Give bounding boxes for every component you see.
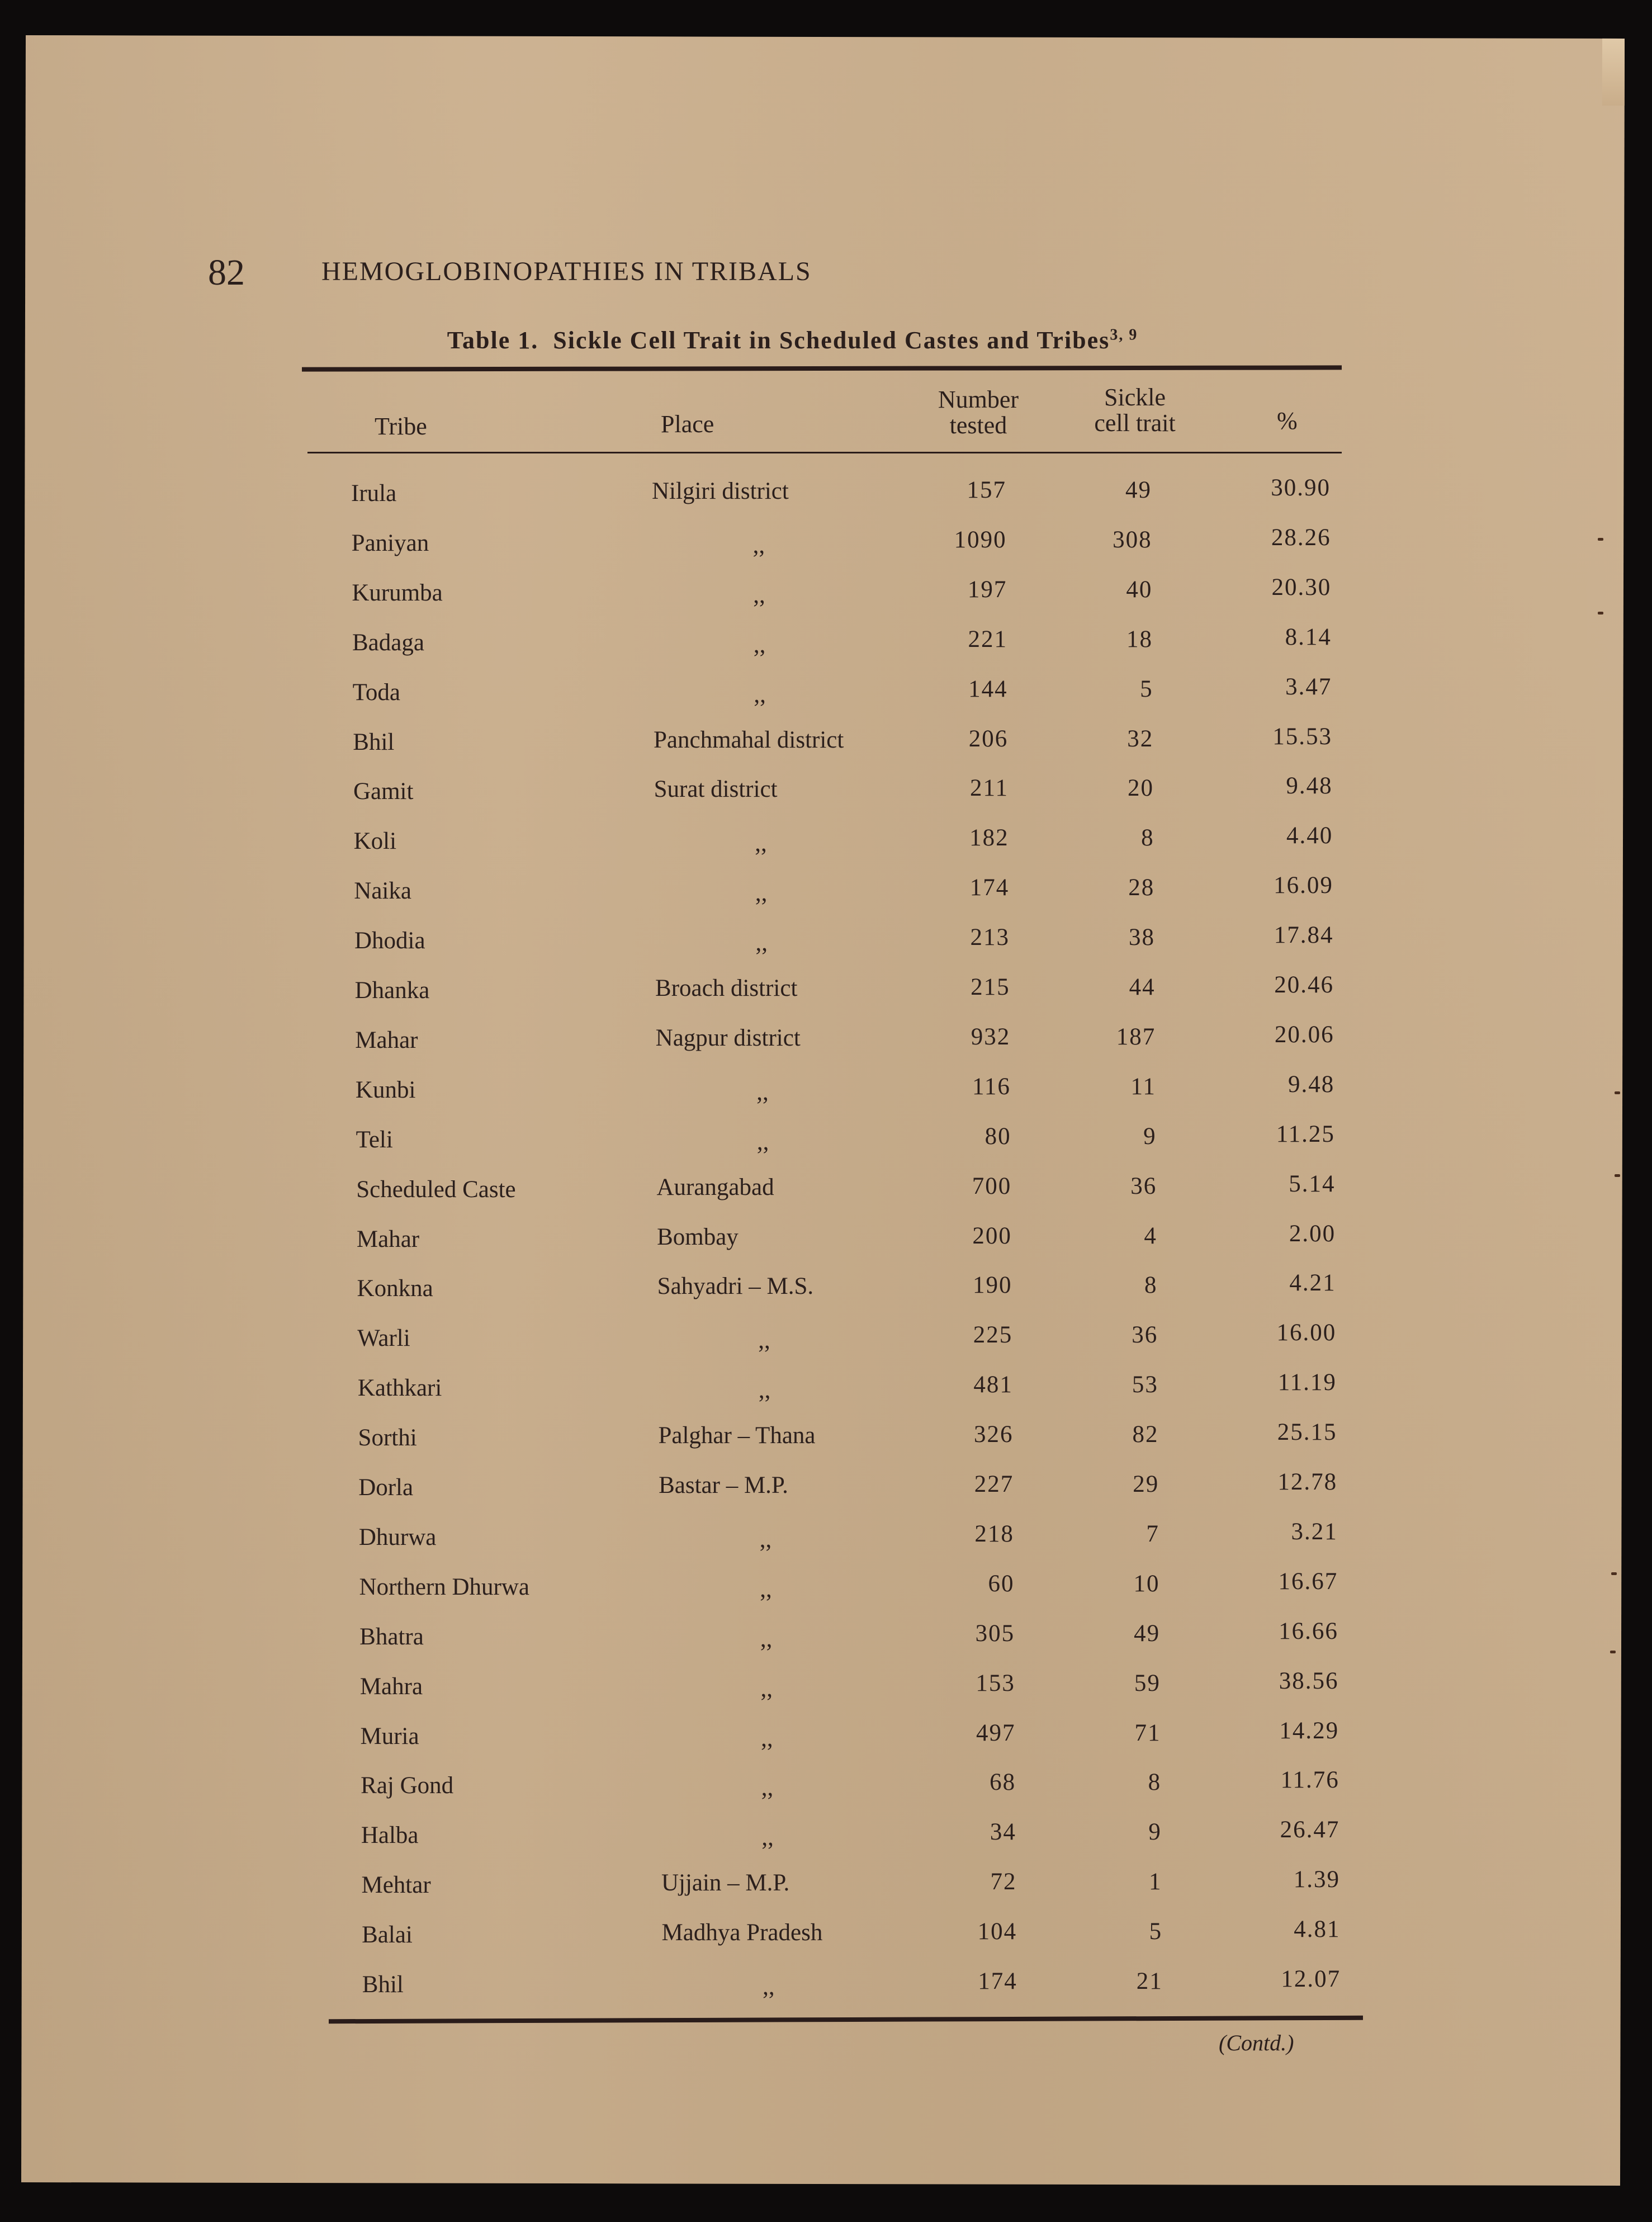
column-header-number-line1: Number xyxy=(938,386,1019,413)
cell-place: Bastar – M.P. xyxy=(659,1472,788,1498)
cell-tribe: Mahar xyxy=(356,1226,420,1252)
table-row xyxy=(0,822,1652,872)
cell-number-tested: 211 xyxy=(970,775,1009,802)
table-row xyxy=(0,1966,1652,2016)
cell-percent: 5.14 xyxy=(1289,1170,1336,1197)
cell-number-tested: 116 xyxy=(972,1073,1011,1100)
cell-sickle-cell-trait: 36 xyxy=(1132,1322,1158,1349)
cell-number-tested: 215 xyxy=(971,974,1010,1000)
cell-sickle-cell-trait: 32 xyxy=(1127,725,1154,752)
cell-sickle-cell-trait: 11 xyxy=(1130,1073,1156,1100)
cell-number-tested: 174 xyxy=(978,1968,1017,1994)
cell-percent: 3.47 xyxy=(1285,673,1332,700)
table-row xyxy=(0,1369,1652,1419)
cell-tribe: Teli xyxy=(356,1126,393,1153)
cell-percent: 16.67 xyxy=(1278,1568,1338,1595)
cell-sickle-cell-trait: 40 xyxy=(1126,576,1153,603)
cell-number-tested: 34 xyxy=(990,1819,1016,1846)
cell-sickle-cell-trait: 5 xyxy=(1140,675,1153,702)
cell-number-tested: 305 xyxy=(975,1620,1015,1647)
table-row xyxy=(0,623,1652,674)
table-row xyxy=(0,1866,1652,1916)
table-row xyxy=(0,1469,1652,1519)
cell-tribe: Kunbi xyxy=(355,1076,416,1103)
edge-mark xyxy=(1611,1572,1617,1575)
cell-place: ,, xyxy=(756,1079,769,1105)
cell-sickle-cell-trait: 308 xyxy=(1113,526,1152,553)
table-row xyxy=(0,1121,1652,1171)
table-row xyxy=(0,1518,1652,1568)
cell-place: Surat district xyxy=(654,776,778,803)
cell-place: ,, xyxy=(755,880,768,907)
table-row xyxy=(0,524,1652,574)
cell-tribe: Konkna xyxy=(357,1275,433,1302)
cell-tribe: Dorla xyxy=(358,1474,414,1501)
cell-percent: 17.84 xyxy=(1274,922,1334,949)
cell-place: Panchmahal district xyxy=(654,726,844,753)
cell-percent: 20.30 xyxy=(1271,574,1332,601)
cell-sickle-cell-trait: 49 xyxy=(1125,477,1152,503)
table-row xyxy=(0,1419,1652,1469)
cell-place: ,, xyxy=(752,532,765,559)
cell-percent: 4.40 xyxy=(1286,822,1333,849)
cell-place: ,, xyxy=(760,1625,773,1652)
table-row xyxy=(0,922,1652,972)
cell-tribe: Dhodia xyxy=(354,928,425,954)
cell-place: Ujjain – M.P. xyxy=(661,1870,790,1897)
cell-place: Nilgiri district xyxy=(652,478,789,504)
cell-tribe: Irula xyxy=(351,480,397,507)
cell-tribe: Scheduled Caste xyxy=(356,1176,516,1203)
column-header-percent: % xyxy=(1277,407,1298,434)
cell-tribe: Dhanka xyxy=(354,977,430,1004)
cell-percent: 9.48 xyxy=(1286,773,1333,800)
cell-tribe: Gamit xyxy=(353,778,414,805)
table-row xyxy=(0,773,1652,822)
cell-number-tested: 182 xyxy=(969,825,1009,852)
cell-sickle-cell-trait: 187 xyxy=(1116,1023,1156,1050)
cell-percent: 16.66 xyxy=(1279,1618,1338,1644)
cell-tribe: Badaga xyxy=(352,629,424,656)
cell-tribe: Mahra xyxy=(359,1673,423,1700)
cell-number-tested: 227 xyxy=(974,1471,1014,1497)
cell-place: ,, xyxy=(758,1327,770,1354)
table-row xyxy=(0,1320,1652,1369)
cell-place: ,, xyxy=(759,1526,772,1553)
cell-tribe: Toda xyxy=(352,679,400,706)
cell-number-tested: 174 xyxy=(969,874,1010,901)
edge-mark xyxy=(1598,612,1603,614)
cell-place: ,, xyxy=(755,830,767,857)
cell-percent: 28.26 xyxy=(1271,524,1331,551)
cell-tribe: Bhil xyxy=(353,729,395,755)
cell-tribe: Raj Gond xyxy=(361,1772,454,1799)
cell-place: ,, xyxy=(763,1974,775,2000)
cell-tribe: Mehtar xyxy=(361,1872,431,1899)
cell-place: Aurangabad xyxy=(656,1174,774,1200)
table-row xyxy=(0,1568,1652,1618)
cell-percent: 30.90 xyxy=(1271,475,1331,501)
cell-percent: 12.78 xyxy=(1277,1469,1338,1495)
cell-tribe: Dhurwa xyxy=(358,1524,437,1550)
table-row xyxy=(0,723,1652,773)
cell-place: ,, xyxy=(760,1675,773,1702)
table-row xyxy=(0,1916,1652,1966)
cell-sickle-cell-trait: 21 xyxy=(1136,1968,1163,1994)
cell-number-tested: 326 xyxy=(974,1421,1014,1448)
cell-number-tested: 72 xyxy=(990,1869,1017,1895)
cell-sickle-cell-trait: 20 xyxy=(1127,775,1154,802)
column-header-sickle-line2: cell trait xyxy=(1094,409,1176,437)
cell-sickle-cell-trait: 44 xyxy=(1129,974,1156,1000)
table-caption-refs: 3, 9 xyxy=(1110,326,1138,344)
cell-number-tested: 190 xyxy=(973,1272,1012,1299)
cell-place: ,, xyxy=(761,1775,774,1802)
page-number: 82 xyxy=(208,252,245,293)
cell-place: Broach district xyxy=(655,975,798,1001)
table-row xyxy=(0,1767,1652,1817)
cell-percent: 20.46 xyxy=(1274,972,1334,998)
cell-percent: 11.76 xyxy=(1280,1767,1339,1794)
table-row xyxy=(0,475,1652,524)
table-row xyxy=(0,1667,1652,1718)
table-row xyxy=(0,1071,1652,1121)
cell-place: ,, xyxy=(753,631,766,658)
cell-percent: 12.07 xyxy=(1281,1966,1341,1992)
cell-number-tested: 1090 xyxy=(954,526,1007,553)
table-row xyxy=(0,574,1652,624)
cell-number-tested: 80 xyxy=(984,1123,1011,1150)
cell-sickle-cell-trait: 8 xyxy=(1141,825,1154,852)
cell-percent: 26.47 xyxy=(1280,1817,1340,1843)
cell-place: Bombay xyxy=(657,1223,739,1250)
cell-place: Nagpur district xyxy=(655,1024,801,1051)
running-title: HEMOGLOBINOPATHIES IN TRIBALS xyxy=(321,257,812,286)
cell-number-tested: 197 xyxy=(967,576,1007,603)
cell-place: ,, xyxy=(761,1824,774,1851)
cell-tribe: Bhil xyxy=(362,1972,404,1998)
table-row xyxy=(0,1220,1652,1270)
cell-place: ,, xyxy=(753,581,765,608)
cell-sickle-cell-trait: 10 xyxy=(1133,1570,1160,1597)
cell-percent: 38.56 xyxy=(1279,1667,1339,1694)
cell-tribe: Bhatra xyxy=(359,1623,424,1650)
column-header-sickle-line1: Sickle xyxy=(1104,384,1166,411)
cell-percent: 15.53 xyxy=(1272,723,1333,750)
cell-number-tested: 104 xyxy=(977,1918,1017,1945)
table-row xyxy=(0,1717,1652,1767)
edge-mark xyxy=(1598,538,1603,541)
cell-tribe: Kurumba xyxy=(352,579,443,606)
table-row xyxy=(0,1817,1652,1866)
cell-tribe: Sorthi xyxy=(358,1425,417,1452)
cell-sickle-cell-trait: 9 xyxy=(1143,1123,1157,1150)
cell-number-tested: 144 xyxy=(968,675,1008,702)
table-row xyxy=(0,1021,1652,1071)
cell-number-tested: 932 xyxy=(971,1023,1011,1050)
edge-mark xyxy=(1615,1174,1620,1177)
cell-sickle-cell-trait: 29 xyxy=(1133,1471,1159,1497)
cell-number-tested: 221 xyxy=(968,626,1007,653)
table-row xyxy=(0,1270,1652,1320)
cell-tribe: Warli xyxy=(357,1325,410,1352)
cell-percent: 9.48 xyxy=(1288,1071,1335,1098)
cell-place: Sahyadri – M.S. xyxy=(657,1273,814,1300)
cell-place: ,, xyxy=(760,1576,772,1602)
cell-percent: 1.39 xyxy=(1293,1866,1340,1893)
cell-place: Palghar – Thana xyxy=(658,1422,816,1449)
cell-tribe: Northern Dhurwa xyxy=(359,1573,530,1600)
cell-place: ,, xyxy=(754,681,766,708)
cell-percent: 25.15 xyxy=(1277,1419,1337,1446)
table-caption-label: Table 1. xyxy=(447,327,539,354)
cell-number-tested: 68 xyxy=(990,1769,1016,1796)
cell-number-tested: 213 xyxy=(970,924,1010,951)
cell-tribe: Halba xyxy=(361,1822,419,1849)
cell-place: ,, xyxy=(758,1377,771,1404)
cell-percent: 11.25 xyxy=(1276,1121,1335,1147)
cell-tribe: Muria xyxy=(360,1723,419,1750)
cell-tribe: Koli xyxy=(353,828,397,855)
cell-number-tested: 497 xyxy=(976,1719,1016,1746)
table-row xyxy=(0,872,1652,922)
cell-sickle-cell-trait: 49 xyxy=(1134,1620,1161,1647)
table-caption-text: Sickle Cell Trait in Scheduled Castes and Tribes xyxy=(553,327,1110,354)
table-row xyxy=(0,673,1652,724)
cell-number-tested: 481 xyxy=(973,1372,1013,1398)
cell-percent: 14.29 xyxy=(1279,1717,1339,1744)
table-row xyxy=(0,972,1652,1022)
cell-place: Madhya Pradesh xyxy=(661,1920,823,1946)
cell-sickle-cell-trait: 38 xyxy=(1128,924,1155,951)
cell-tribe: Naika xyxy=(354,878,411,905)
cell-sickle-cell-trait: 28 xyxy=(1128,874,1155,901)
cell-percent: 2.00 xyxy=(1289,1220,1336,1247)
cell-percent: 16.09 xyxy=(1274,872,1333,899)
cell-percent: 3.21 xyxy=(1291,1518,1338,1545)
cell-tribe: Paniyan xyxy=(351,530,429,556)
cell-percent: 16.00 xyxy=(1276,1320,1337,1346)
cell-place: ,, xyxy=(761,1725,773,1752)
cell-number-tested: 218 xyxy=(974,1520,1014,1547)
cell-percent: 20.06 xyxy=(1274,1021,1334,1048)
cell-sickle-cell-trait: 18 xyxy=(1126,626,1153,653)
cell-sickle-cell-trait: 4 xyxy=(1144,1222,1157,1249)
cell-percent: 4.21 xyxy=(1289,1270,1336,1297)
cell-sickle-cell-trait: 82 xyxy=(1132,1421,1159,1448)
cell-tribe: Mahar xyxy=(355,1027,418,1053)
cell-sickle-cell-trait: 5 xyxy=(1149,1918,1163,1945)
edge-mark xyxy=(1610,1651,1616,1653)
cell-sickle-cell-trait: 59 xyxy=(1134,1670,1161,1696)
cell-place: ,, xyxy=(755,930,768,957)
cell-number-tested: 200 xyxy=(972,1222,1012,1249)
cell-sickle-cell-trait: 53 xyxy=(1132,1372,1158,1398)
cell-number-tested: 60 xyxy=(988,1570,1015,1597)
column-header-number-line2: tested xyxy=(949,412,1007,439)
edge-mark xyxy=(1615,1091,1620,1094)
cell-percent: 11.19 xyxy=(1277,1369,1337,1396)
cell-number-tested: 225 xyxy=(973,1322,1013,1349)
cell-number-tested: 700 xyxy=(972,1173,1012,1199)
cell-sickle-cell-trait: 9 xyxy=(1148,1819,1162,1846)
cell-sickle-cell-trait: 7 xyxy=(1146,1520,1159,1547)
cell-percent: 8.14 xyxy=(1285,623,1332,650)
cell-tribe: Balai xyxy=(362,1922,413,1949)
cell-number-tested: 153 xyxy=(976,1670,1015,1696)
cell-number-tested: 206 xyxy=(968,725,1009,752)
table-row xyxy=(0,1170,1652,1221)
cell-sickle-cell-trait: 36 xyxy=(1130,1173,1157,1199)
table-row xyxy=(0,1618,1652,1668)
continued-note: (Contd.) xyxy=(1219,2030,1294,2055)
column-header-place: Place xyxy=(661,410,714,438)
cell-sickle-cell-trait: 8 xyxy=(1148,1769,1162,1796)
column-header-tribe: Tribe xyxy=(375,413,427,440)
cell-place: ,, xyxy=(756,1128,769,1155)
cell-sickle-cell-trait: 8 xyxy=(1144,1272,1158,1299)
cell-percent: 4.81 xyxy=(1294,1916,1341,1943)
cell-sickle-cell-trait: 71 xyxy=(1134,1719,1161,1746)
cell-sickle-cell-trait: 1 xyxy=(1148,1869,1162,1895)
cell-tribe: Kathkari xyxy=(357,1375,442,1402)
cell-number-tested: 157 xyxy=(967,477,1006,503)
